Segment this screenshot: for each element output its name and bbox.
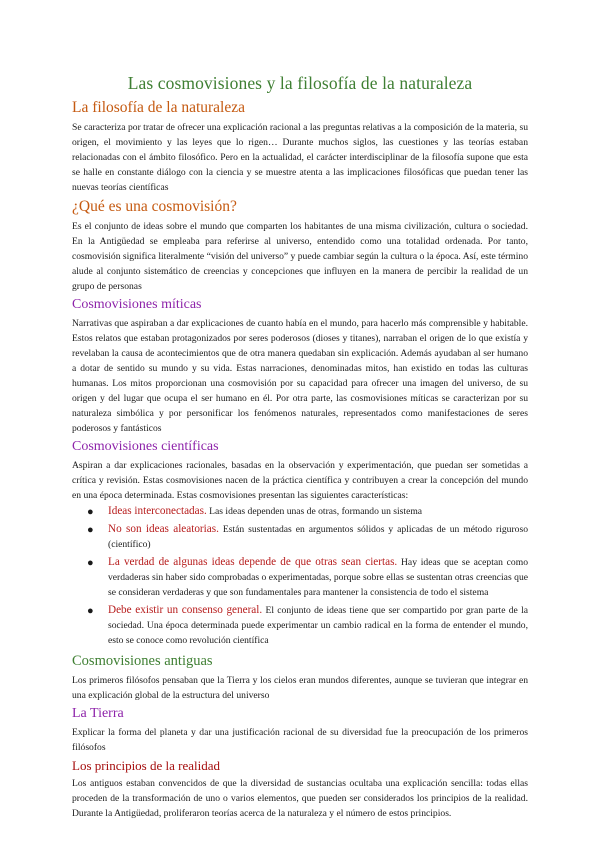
list-item-key: No son ideas aleatorias. xyxy=(108,523,219,535)
bullet-icon: ● xyxy=(87,506,94,518)
list-item-text: Las ideas dependen unas de otras, formando un sistema xyxy=(206,506,423,517)
bullet-icon: ● xyxy=(87,605,94,617)
list-item-key: Debe existir un consenso general. xyxy=(108,604,263,616)
characteristics-list xyxy=(72,504,528,648)
list-item xyxy=(87,522,528,552)
paragraph-antiguas: Los primeros filósofos pensaban que la Tierra y los cielos eran mundos diferentes, aunque se tuvieran que integrar en una explicación global de la estructura del universo xyxy=(72,675,528,701)
list-item-text: Hay ideas que se aceptan como verdaderas sin haber sido comprobadas o experimentadas, porque sobre ellas se sustentan otras creencias que se consideran verdaderas y que son fundamentales para mantener la consistencia de todo el sistema xyxy=(108,557,528,598)
heading-principios: Los principios de la realidad xyxy=(72,758,221,773)
document-title: Las cosmovisiones y la filosofía de la naturaleza xyxy=(127,73,473,93)
paragraph-cientificas: Aspiran a dar explicaciones racionales, basadas en la observación y experimentación, que puedan ser sometidas a crítica y revisión. Estas cosmovisiones nacen de la práctica científica y contribuyen a crear la concepción del mundo en una época determinada. Estas cosmovisiones presentan las siguientes características: xyxy=(72,460,528,501)
bullet-icon: ● xyxy=(87,557,94,569)
paragraph-cosmovision: Es el conjunto de ideas sobre el mundo que comparten los habitantes de una misma civilización, cultura o sociedad. En la Antigüedad se empleaba para referirse al universo, entendido como una totalidad ordenada. Por tanto, cosmovisión significa literalmente “visión del universo” y puede cambiar según la cultura o la época. Así, este término alude al conjunto sistemático de creencias y concepciones que influyen en la manera de percibir la realidad de un grupo de personas xyxy=(72,221,528,292)
heading-filosofia: La filosofía de la naturaleza xyxy=(72,99,245,116)
paragraph-filosofia: Se caracteriza por tratar de ofrecer una explicación racional a las preguntas relativas a la composición de la materia, su origen, el movimiento y las leyes que lo rigen… Durante muchos siglos, las cuestiones y las teorías estaban relacionadas con el ámbito filosófico. Pero en la actualidad, el carácter interdisciplinar de la filosofía supone que esta se halle en constante diálogo con la ciencia y se muestre atenta a las implicaciones filosóficas que puedan tener las nuevas teorías científicas xyxy=(72,122,528,193)
paragraph-tierra: Explicar la forma del planeta y dar una justificación racional de su diversidad fue la preocupación de los primeros filósofos xyxy=(72,727,528,753)
heading-tierra: La Tierra xyxy=(72,706,124,721)
heading-antiguas: Cosmovisiones antiguas xyxy=(72,653,213,669)
list-item-text: El conjunto de ideas tiene que ser compartido por gran parte de la sociedad. Una época determinada puede experimentar un cambio radical en la forma de entender el mundo, esto se conoce como revolución científica xyxy=(108,605,528,646)
bullet-icon: ● xyxy=(87,524,94,536)
list-item-text: Están sustentadas en argumentos sólidos y aplicadas de un método riguroso (científico) xyxy=(108,524,528,550)
paragraph-principios: Los antiguos estaban convencidos de que la diversidad de sustancias ocultaba una explicación sencilla: todas ellas proceden de la transformación de uno o varios elementos, que pueden ser considerados los principios de la realidad. Durante la Antigüedad, proliferaron teorías acerca de la naturaleza y el número de estos principios. xyxy=(72,778,528,819)
heading-cosmovision: ¿Qué es una cosmovisión? xyxy=(72,198,237,215)
heading-cientificas: Cosmovisiones científicas xyxy=(72,439,219,454)
list-item xyxy=(87,603,528,648)
document-body xyxy=(72,72,528,822)
list-item-key: La verdad de algunas ideas depende de que otras sean ciertas. xyxy=(108,556,398,568)
list-item xyxy=(87,504,528,519)
list-item xyxy=(87,555,528,600)
paragraph-miticas: Narrativas que aspiraban a dar explicaciones de cuanto había en el mundo, para hacerlo más comprensible y habitable. Estos relatos que estaban protagonizados por seres poderosos (dioses y titanes), narraban el origen de lo que existía y revelaban la causa de acontecimientos que de otra manera quedaban sin explicación. Además ayudaban al ser humano a dotar de sentido su mundo y su vida. Estas narraciones, denominadas mitos, han existido en todas las culturas humanas. Los mitos proporcionan una cosmovisión por su capacidad para ofrecer una imagen del universo, de su origen y del lugar que ocupa el ser humano en él. Por otra parte, las cosmovisiones míticas se caracterizan por su naturaleza simbólica y por personificar los fenómenos naturales, representados como manifestaciones de seres poderosos y fantásticos xyxy=(72,318,528,434)
list-item-key: Ideas interconectadas. xyxy=(108,505,207,517)
heading-miticas: Cosmovisiones míticas xyxy=(72,297,202,312)
